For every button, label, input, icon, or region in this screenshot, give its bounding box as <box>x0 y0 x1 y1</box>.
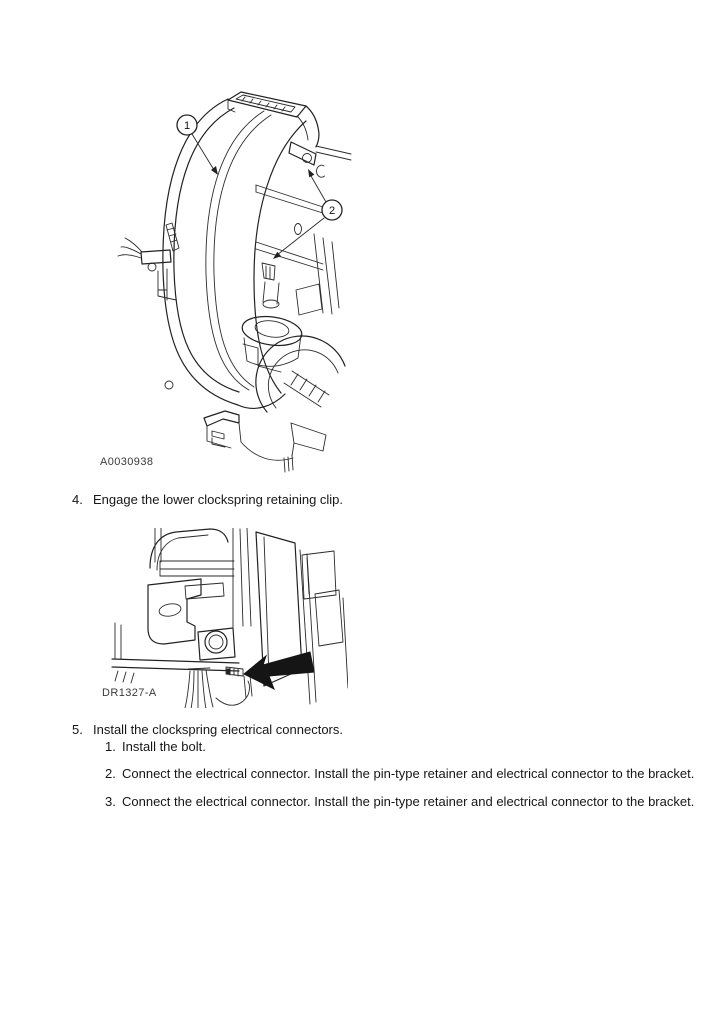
left-connector <box>118 223 179 389</box>
step-4 <box>72 492 343 507</box>
bottom-clamp <box>204 411 293 472</box>
substep-3-number: 3. <box>105 794 116 809</box>
boss-cylinder <box>240 313 303 366</box>
clockspring-top-housing <box>228 92 306 117</box>
substep-2-number: 2. <box>105 766 116 781</box>
mount-bracket <box>148 579 224 644</box>
step-4-number: 4. <box>72 492 83 507</box>
column-shroud <box>150 528 234 576</box>
figure1-code-label: A0030938 <box>100 456 154 468</box>
callout-2 <box>273 169 342 259</box>
substep-3-text: Connect the electrical connector. Install the pin-type retainer and electrical connector to the bracket. <box>122 794 695 809</box>
lower-retaining-clip <box>262 263 279 308</box>
clockspring-illustration <box>95 82 415 477</box>
substep-2-text: Connect the electrical connector. Install the pin-type retainer and electrical connector to the bracket. <box>122 766 695 781</box>
step-5-substep-1 <box>105 739 206 754</box>
bolt-boss <box>198 628 235 660</box>
step-5-substep-3 <box>105 794 694 809</box>
wire-bundle <box>185 668 250 708</box>
connector-illustration <box>98 528 348 708</box>
pointer-arrow <box>244 652 314 689</box>
callout-1-number: 1 <box>183 120 191 132</box>
step-5 <box>72 722 343 737</box>
callout-2-number: 2 <box>328 205 336 217</box>
clockspring-figure <box>95 82 415 477</box>
connector-figure <box>98 528 348 708</box>
step-4-text: Engage the lower clockspring retaining clip. <box>93 492 344 507</box>
step-5-number: 5. <box>72 722 83 737</box>
shroud-cup <box>256 336 345 456</box>
figure2-code-label: DR1327-A <box>102 687 157 699</box>
step-5-text: Install the clockspring electrical connectors. <box>93 722 344 737</box>
clockspring-ring <box>163 99 319 408</box>
substep-1-number: 1. <box>105 739 116 754</box>
substep-1-text: Install the bolt. <box>122 739 206 754</box>
step-5-substep-2 <box>105 766 694 781</box>
